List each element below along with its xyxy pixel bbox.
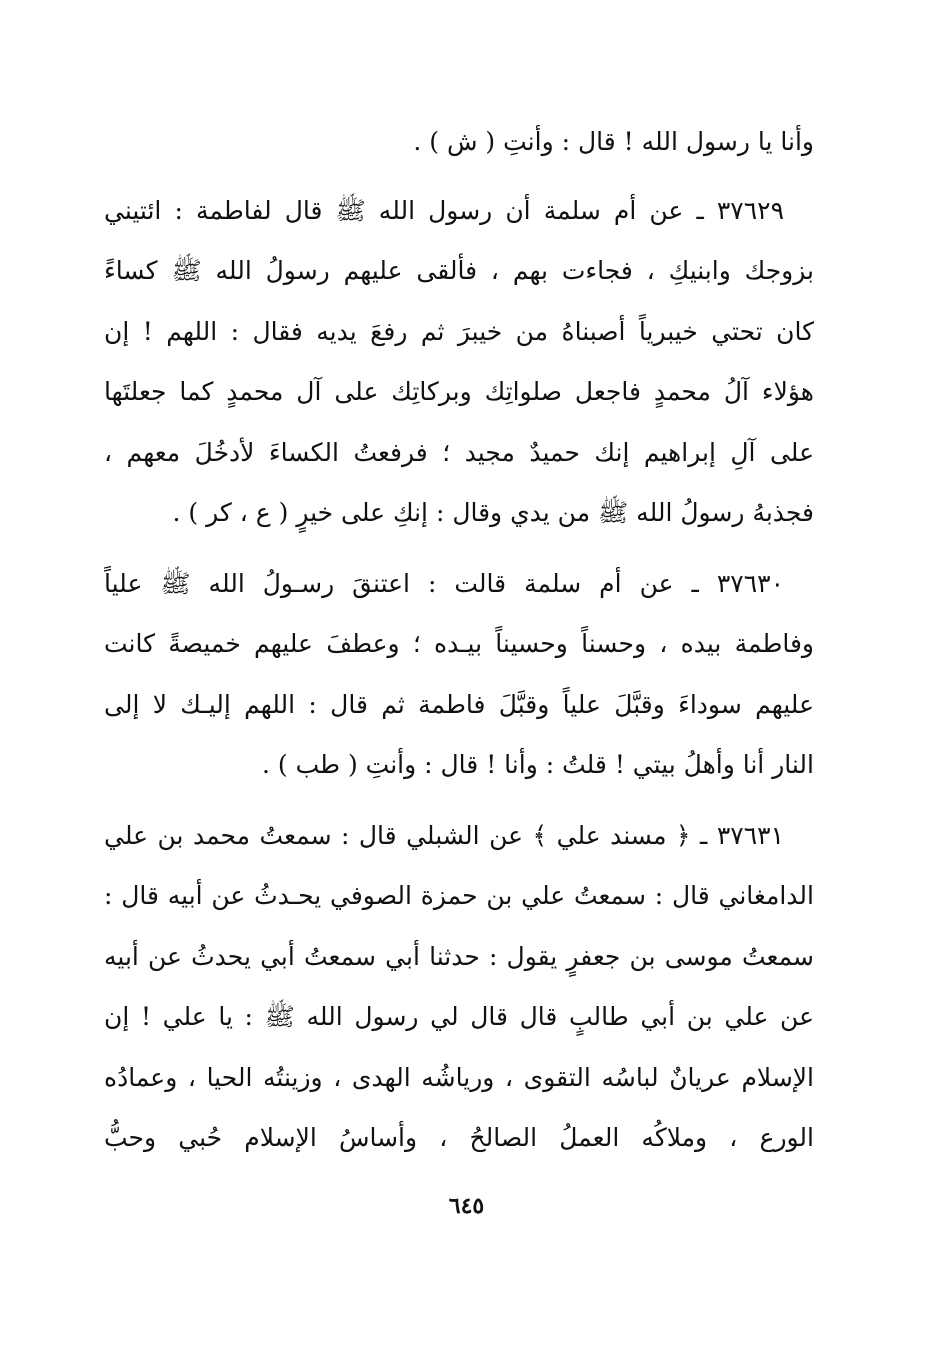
page-number: ٦٤٥: [448, 1193, 485, 1219]
text-line: فجذبهُ رسولُ الله ﷺ من يدي وقال : إنكِ على خيرٍ ( ع ، كر ) .: [172, 498, 814, 527]
text-line: وفاطمة بيده ، وحسناً وحسيناً بيـده ؛ وعطفَ عليهم خميصةً كانت: [104, 629, 814, 658]
text-line: عن علي بن أبي طالبٍ قال قال لي رسول الله ﷺ : يا علي ! إن: [104, 1002, 814, 1031]
text-line: عليهم سوداءَ وقبَّلَ علياً وقبَّلَ فاطمة ثم قال : اللهم إليـك لا إلى: [104, 689, 814, 719]
hadith-37631: [104, 806, 814, 1169]
text-line: الورع ، وملاكُه العملُ الصالحُ ، وأساسُ الإسلام حُبي وحبُّ: [104, 1123, 814, 1152]
text-line: الدامغاني قال : سمعتُ علي بن حمزة الصوفي يحـدثُ عن أبيه قال :: [104, 881, 814, 910]
paragraph-continuation: [104, 112, 814, 173]
text-line: سمعتُ موسى بن جعفرٍ يقول : حدثنا أبي سمعتُ أبي يحدثُ عن أبيه: [104, 941, 814, 971]
text-line: هؤلاء آلُ محمدٍ فاجعل صلواتِك وبركاتِك على آل محمدٍ كما جعلتَها: [104, 377, 814, 406]
text-line: ٣٧٦٣٠ ـ عن أم سلمة قالت : اعتنقَ رسـولُ الله ﷺ علياً: [104, 568, 784, 598]
text-line: وأنا يا رسول الله ! قال : وأنتِ ( ش ) .: [413, 127, 814, 156]
hadith-37629: [104, 181, 814, 544]
text-line: بزوجك وابنيكِ ، فجاءت بهم ، فألقى عليهم رسولُ الله ﷺ كساءً: [104, 256, 814, 285]
page-body-text: [104, 112, 814, 1179]
text-line: الإسلام عريانٌ لباسُه التقوى ، ورياشُه الهدى ، وزينتُه الحيا ، وعمادُه: [104, 1062, 814, 1092]
text-line: ٣٧٦٢٩ ـ عن أم سلمة أن رسول الله ﷺ قال لفاطمة : ائتيني: [104, 195, 784, 225]
text-line: ٣٧٦٣١ ـ ﴿ مسند علي ﴾ عن الشبلي قال : سمعتُ محمد بن علي: [104, 820, 784, 850]
hadith-37630: [104, 554, 814, 796]
text-line: كان تحتي خيبرياً أصبناهُ من خيبرَ ثم رفعَ يديه فقال : اللهم ! إن: [104, 316, 814, 346]
text-line: النار أنا وأهلُ بيتي ! قلتُ : وأنا ! قال : وأنتِ ( طب ) .: [261, 750, 814, 779]
text-line: على آلِ إبراهيم إنك حميدٌ مجيد ؛ فرفعتُ الكساءَ لأدخُلَ معهم ،: [104, 437, 814, 467]
